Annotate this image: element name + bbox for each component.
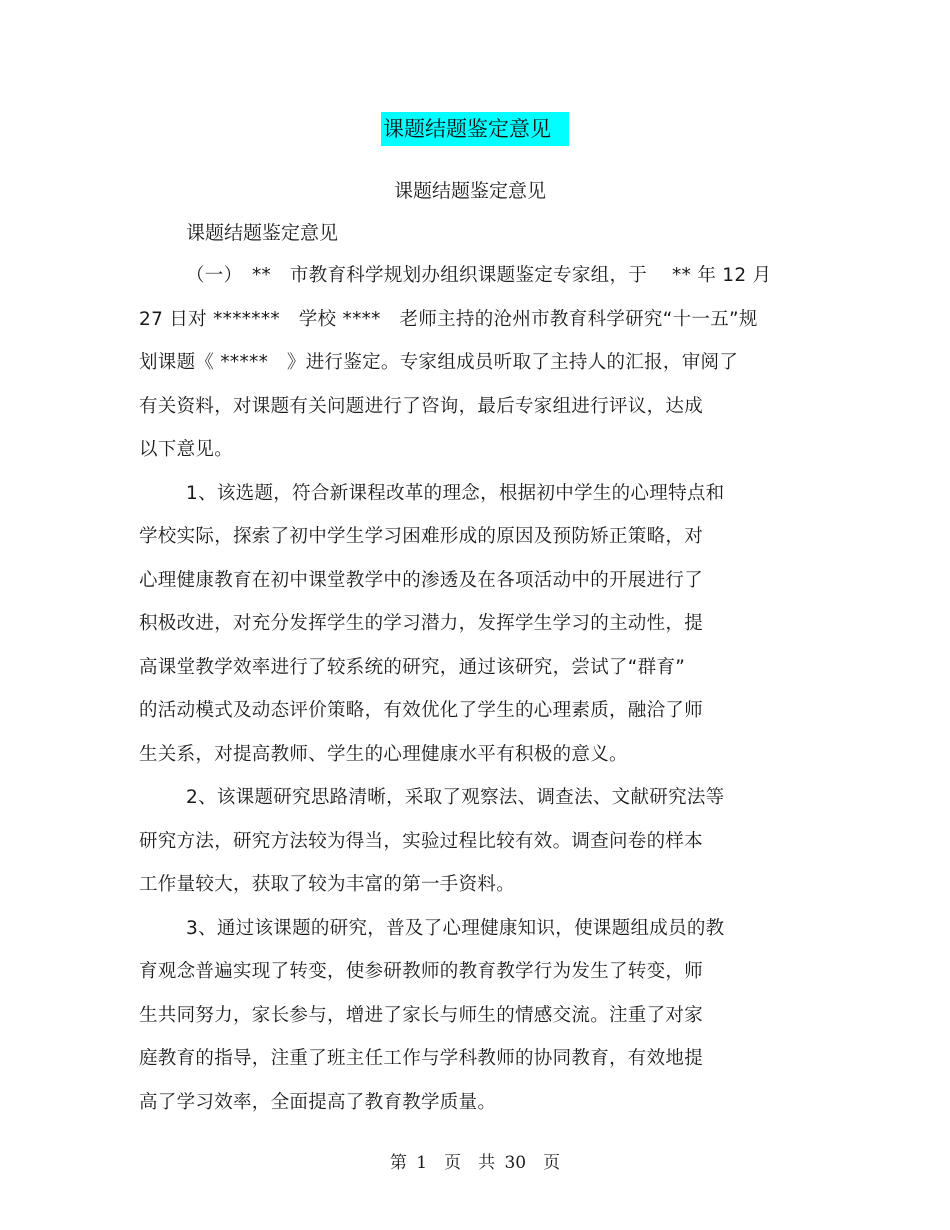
text-line: 划课题《 ***** 》进行鉴定。专家组成员听取了主持人的汇报，审阅了 <box>139 352 739 373</box>
text-line: 以下意见。 <box>139 439 234 460</box>
text-line: 2、该课题研究思路清晰，采取了观察法、调查法、文献研究法等 <box>186 787 725 808</box>
text-line: 生关系，对提高教师、学生的心理健康水平有积极的意义。 <box>139 743 628 765</box>
text-line: 生共同努力，家长参与，增进了家长与师生的情感交流。注重了对家 <box>139 1004 704 1026</box>
document-title <box>0 112 950 146</box>
document-subtitle: 课题结题鉴定意见 <box>393 180 546 202</box>
text-line: （一） ** 市教育科学规划办组织课题鉴定专家组，于 ** 年 12 月 <box>186 265 772 286</box>
text-line: 学校实际，探索了初中学生学习困难形成的原因及预防矫正策略，对 <box>139 526 704 547</box>
text-line: 工作量较大，获取了较为丰富的第一手资料。 <box>139 874 516 895</box>
text-line: 心理健康教育在初中课堂教学中的渗透及在各项活动中的开展进行了 <box>139 569 704 591</box>
page-footer: 第 1 页 共 30 页 <box>389 1153 561 1173</box>
text-line: 的活动模式及动态评价策略，有效优化了学生的心理素质，融洽了师 <box>139 700 704 721</box>
text-line: 研究方法，研究方法较为得当，实验过程比较有效。调查问卷的样本 <box>139 830 704 852</box>
text-line: 庭教育的指导，注重了班主任工作与学科教师的协同教育，有效地提 <box>139 1048 704 1069</box>
document-body <box>139 259 779 1129</box>
text-line: 积极改进，对充分发挥学生的学习潜力，发挥学生学习的主动性，提 <box>139 613 704 634</box>
text-line: 有关资料，对课题有关问题进行了咨询，最后专家组进行评议，达成 <box>139 395 704 417</box>
text-line: 高了学习效率，全面提高了教育教学质量。 <box>139 1091 497 1113</box>
document-title-text: 课题结题鉴定意见 <box>381 112 569 146</box>
text-line: 3、通过该课题的研究，普及了心理健康知识，使课题组成员的教 <box>186 917 725 939</box>
section-heading: 课题结题鉴定意见 <box>186 222 339 244</box>
text-line: 27 日对 ******* 学校 **** 老师主持的沧州市教育科学研究“十一五”规 <box>139 308 758 330</box>
text-line: 高课堂教学效率进行了较系统的研究，通过该研究，尝试了“群育” <box>139 656 686 678</box>
text-line: 育观念普遍实现了转变，使参研教师的教育教学行为发生了转变，师 <box>139 961 704 982</box>
text-line: 1、该选题，符合新课程改革的理念，根据初中学生的心理特点和 <box>186 482 725 504</box>
